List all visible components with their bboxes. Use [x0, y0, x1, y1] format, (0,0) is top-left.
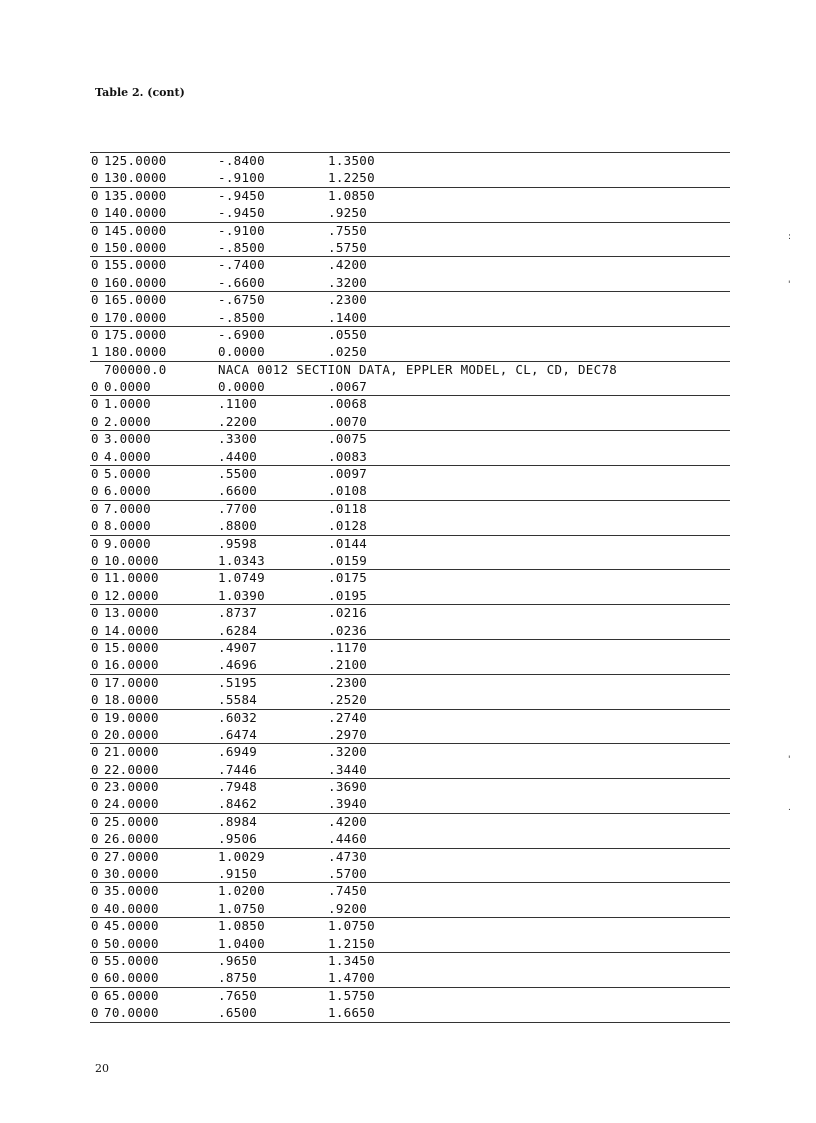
cl-cell: -.9450: [218, 187, 265, 203]
table-row: [90, 709, 730, 726]
table-row: [90, 935, 730, 952]
cd-cell: 1.3450: [328, 952, 375, 968]
cl-cell: .5195: [218, 674, 258, 690]
page-title: Table 2. (cont): [95, 86, 185, 99]
alpha-cell: 40.0000: [104, 900, 159, 916]
cd-cell: .4730: [328, 848, 368, 864]
cl-cell: 1.0390: [218, 587, 265, 603]
flag-cell: 0: [91, 796, 99, 812]
cd-cell: .3940: [328, 796, 368, 812]
table-row: [90, 1004, 730, 1021]
flag-cell: 0: [91, 726, 99, 742]
cl-cell: -.6600: [218, 274, 265, 290]
cd-cell: .7550: [328, 222, 368, 238]
cd-cell: .0068: [328, 396, 368, 412]
cd-cell: .0075: [328, 431, 368, 447]
cd-cell: .0216: [328, 605, 368, 621]
cl-cell: .4907: [218, 639, 258, 655]
flag-cell: 0: [91, 326, 99, 342]
cd-cell: 1.6650: [328, 1005, 375, 1021]
alpha-cell: 7.0000: [104, 500, 151, 516]
reynolds-number-cell: 700000.0: [104, 361, 167, 377]
flag-cell: 0: [91, 274, 99, 290]
flag-cell: 0: [91, 692, 99, 708]
cl-cell: .7700: [218, 500, 258, 516]
margin-mark: .: [788, 803, 791, 813]
margin-mark: ': [788, 755, 791, 765]
cl-cell: 0.0000: [218, 379, 265, 395]
table-row: [90, 326, 730, 343]
table-row: [90, 187, 730, 204]
alpha-cell: 20.0000: [104, 726, 159, 742]
alpha-cell: 6.0000: [104, 483, 151, 499]
alpha-cell: 12.0000: [104, 587, 159, 603]
flag-cell: 0: [91, 674, 99, 690]
alpha-cell: 165.0000: [104, 292, 167, 308]
flag-cell: 0: [91, 657, 99, 673]
flag-cell: 0: [91, 952, 99, 968]
table-row: [90, 987, 730, 1004]
alpha-cell: 170.0000: [104, 309, 167, 325]
table-row: [90, 795, 730, 812]
cl-cell: .1100: [218, 396, 258, 412]
cl-cell: -.9100: [218, 170, 265, 186]
table-row: [90, 152, 730, 169]
cl-cell: .2200: [218, 413, 258, 429]
cl-cell: .7650: [218, 987, 258, 1003]
alpha-cell: 150.0000: [104, 239, 167, 255]
table-row: [90, 413, 730, 430]
table-row: [90, 552, 730, 569]
flag-cell: 0: [91, 535, 99, 551]
flag-cell: 0: [91, 587, 99, 603]
flag-cell: 0: [91, 483, 99, 499]
cl-cell: -.8500: [218, 239, 265, 255]
cl-cell: 1.0029: [218, 848, 265, 864]
table-row: [90, 482, 730, 499]
alpha-cell: 55.0000: [104, 952, 159, 968]
alpha-cell: 8.0000: [104, 518, 151, 534]
table-row: [90, 535, 730, 552]
flag-cell: 0: [91, 987, 99, 1003]
alpha-cell: 2.0000: [104, 413, 151, 429]
table-row: [90, 204, 730, 221]
section-title: NACA 0012 SECTION DATA, EPPLER MODEL, CL, CD, DEC78: [218, 361, 618, 377]
flag-cell: 0: [91, 883, 99, 899]
margin-mark: ': [788, 280, 791, 290]
table-row: [90, 448, 730, 465]
cd-cell: .0175: [328, 570, 368, 586]
alpha-cell: 13.0000: [104, 605, 159, 621]
cl-cell: 1.0850: [218, 918, 265, 934]
cl-cell: 1.0400: [218, 935, 265, 951]
cd-cell: .2100: [328, 657, 368, 673]
alpha-cell: 30.0000: [104, 866, 159, 882]
table-row: [90, 830, 730, 847]
flag-cell: 0: [91, 935, 99, 951]
alpha-cell: 14.0000: [104, 622, 159, 638]
flag-cell: 0: [91, 761, 99, 777]
table-bottom-rule: [90, 1022, 730, 1023]
alpha-cell: 130.0000: [104, 170, 167, 186]
table-row: [90, 813, 730, 830]
cd-cell: .5750: [328, 239, 368, 255]
cd-cell: 1.2250: [328, 170, 375, 186]
table-row: [90, 291, 730, 308]
cd-cell: .0144: [328, 535, 368, 551]
cd-cell: .0236: [328, 622, 368, 638]
table-row: [90, 604, 730, 621]
alpha-cell: 25.0000: [104, 813, 159, 829]
cl-cell: -.6750: [218, 292, 265, 308]
alpha-cell: 22.0000: [104, 761, 159, 777]
table-row: [90, 622, 730, 639]
flag-cell: 0: [91, 848, 99, 864]
cl-cell: -.7400: [218, 257, 265, 273]
alpha-cell: 10.0000: [104, 552, 159, 568]
cl-cell: .6949: [218, 744, 258, 760]
cl-cell: .8737: [218, 605, 258, 621]
alpha-cell: 65.0000: [104, 987, 159, 1003]
cl-cell: 1.0749: [218, 570, 265, 586]
alpha-cell: 160.0000: [104, 274, 167, 290]
cl-cell: -.8500: [218, 309, 265, 325]
table-row: [90, 569, 730, 586]
flag-cell: 0: [91, 187, 99, 203]
table-row: [90, 882, 730, 899]
flag-cell: 0: [91, 309, 99, 325]
cd-cell: .0083: [328, 448, 368, 464]
flag-cell: 0: [91, 1005, 99, 1021]
cd-cell: .0250: [328, 344, 368, 360]
cd-cell: .3200: [328, 744, 368, 760]
table-row: [90, 239, 730, 256]
cl-cell: .6474: [218, 726, 258, 742]
cl-cell: .9650: [218, 952, 258, 968]
table-row: [90, 952, 730, 969]
flag-cell: 0: [91, 552, 99, 568]
flag-cell: 0: [91, 570, 99, 586]
cl-cell: -.8400: [218, 153, 265, 168]
alpha-cell: 50.0000: [104, 935, 159, 951]
flag-cell: 0: [91, 170, 99, 186]
flag-cell: 0: [91, 813, 99, 829]
cd-cell: .0108: [328, 483, 368, 499]
flag-cell: 0: [91, 222, 99, 238]
flag-cell: 0: [91, 396, 99, 412]
flag-cell: 0: [91, 900, 99, 916]
flag-cell: 0: [91, 205, 99, 221]
cd-cell: .4200: [328, 813, 368, 829]
margin-mark: :: [788, 232, 792, 242]
cl-cell: .5500: [218, 466, 258, 482]
table-row: [90, 848, 730, 865]
table-row: [90, 743, 730, 760]
flag-cell: 0: [91, 831, 99, 847]
flag-cell: 0: [91, 970, 99, 986]
alpha-cell: 11.0000: [104, 570, 159, 586]
flag-cell: 0: [91, 292, 99, 308]
table-row: [90, 517, 730, 534]
table-row: [90, 256, 730, 273]
page-number: 20: [95, 1062, 109, 1075]
cl-cell: .8462: [218, 796, 258, 812]
cl-cell: .6284: [218, 622, 258, 638]
alpha-cell: 4.0000: [104, 448, 151, 464]
cl-cell: 0.0000: [218, 344, 265, 360]
table-row: [90, 274, 730, 291]
alpha-cell: 60.0000: [104, 970, 159, 986]
cl-cell: .9598: [218, 535, 258, 551]
table-row: [90, 900, 730, 917]
alpha-cell: 175.0000: [104, 326, 167, 342]
cl-cell: .6500: [218, 1005, 258, 1021]
alpha-cell: 15.0000: [104, 639, 159, 655]
alpha-cell: 70.0000: [104, 1005, 159, 1021]
cd-cell: 1.4700: [328, 970, 375, 986]
alpha-cell: 24.0000: [104, 796, 159, 812]
cd-cell: .0550: [328, 326, 368, 342]
alpha-cell: 5.0000: [104, 466, 151, 482]
flag-cell: 0: [91, 605, 99, 621]
flag-cell: 0: [91, 500, 99, 516]
table-row: [90, 969, 730, 986]
table-row: [90, 778, 730, 795]
cl-cell: .4400: [218, 448, 258, 464]
cl-cell: -.6900: [218, 326, 265, 342]
alpha-cell: 45.0000: [104, 918, 159, 934]
alpha-cell: 17.0000: [104, 674, 159, 690]
cd-cell: .4200: [328, 257, 368, 273]
cd-cell: .1170: [328, 639, 368, 655]
cd-cell: .2300: [328, 674, 368, 690]
table-row: [90, 169, 730, 186]
alpha-cell: 23.0000: [104, 779, 159, 795]
flag-cell: 0: [91, 622, 99, 638]
flag-cell: 0: [91, 379, 99, 395]
cl-cell: .6032: [218, 709, 258, 725]
cd-cell: .0128: [328, 518, 368, 534]
alpha-cell: 1.0000: [104, 396, 151, 412]
table-row: [90, 865, 730, 882]
cd-cell: 1.5750: [328, 987, 375, 1003]
table-row: [90, 761, 730, 778]
cl-cell: .4696: [218, 657, 258, 673]
cl-cell: .8800: [218, 518, 258, 534]
cd-cell: 1.3500: [328, 153, 375, 168]
alpha-cell: 140.0000: [104, 205, 167, 221]
cl-cell: 1.0200: [218, 883, 265, 899]
cl-cell: 1.0343: [218, 552, 265, 568]
cd-cell: .2300: [328, 292, 368, 308]
table-row: [90, 343, 730, 360]
table-row: [90, 587, 730, 604]
table-row: [90, 656, 730, 673]
alpha-cell: 145.0000: [104, 222, 167, 238]
alpha-cell: 155.0000: [104, 257, 167, 273]
alpha-cell: 3.0000: [104, 431, 151, 447]
cd-cell: .1400: [328, 309, 368, 325]
cd-cell: 1.2150: [328, 935, 375, 951]
flag-cell: 0: [91, 431, 99, 447]
cl-cell: .9506: [218, 831, 258, 847]
flag-cell: 0: [91, 639, 99, 655]
cl-cell: .7948: [218, 779, 258, 795]
data-table: [90, 152, 730, 1023]
cd-cell: .5700: [328, 866, 368, 882]
cd-cell: .0070: [328, 413, 368, 429]
cd-cell: .9200: [328, 900, 368, 916]
alpha-cell: 0.0000: [104, 379, 151, 395]
cl-cell: .6600: [218, 483, 258, 499]
flag-cell: 0: [91, 779, 99, 795]
table-row: [90, 309, 730, 326]
cl-cell: -.9450: [218, 205, 265, 221]
table-row: [90, 674, 730, 691]
flag-cell: 0: [91, 518, 99, 534]
cl-cell: .9150: [218, 866, 258, 882]
table-row: [90, 691, 730, 708]
flag-cell: 1: [91, 344, 99, 360]
flag-cell: 0: [91, 866, 99, 882]
cd-cell: .3440: [328, 761, 368, 777]
cl-cell: .3300: [218, 431, 258, 447]
cd-cell: .3690: [328, 779, 368, 795]
cd-cell: .0159: [328, 552, 368, 568]
table-row: [90, 500, 730, 517]
cd-cell: .0118: [328, 500, 368, 516]
alpha-cell: 21.0000: [104, 744, 159, 760]
cl-cell: -.9100: [218, 222, 265, 238]
flag-cell: 0: [91, 744, 99, 760]
flag-cell: 0: [91, 413, 99, 429]
cl-cell: .8750: [218, 970, 258, 986]
cl-cell: 1.0750: [218, 900, 265, 916]
flag-cell: 0: [91, 466, 99, 482]
flag-cell: 0: [91, 239, 99, 255]
alpha-cell: 16.0000: [104, 657, 159, 673]
table-row: [90, 465, 730, 482]
table-row: [90, 726, 730, 743]
cd-cell: .4460: [328, 831, 368, 847]
section-header-row: [90, 361, 730, 378]
cd-cell: .2520: [328, 692, 368, 708]
cd-cell: .3200: [328, 274, 368, 290]
cd-cell: .9250: [328, 205, 368, 221]
flag-cell: 0: [91, 448, 99, 464]
alpha-cell: 18.0000: [104, 692, 159, 708]
cd-cell: .2740: [328, 709, 368, 725]
table-row: [90, 395, 730, 412]
alpha-cell: 35.0000: [104, 883, 159, 899]
flag-cell: 0: [91, 153, 99, 168]
alpha-cell: 19.0000: [104, 709, 159, 725]
flag-cell: 0: [91, 709, 99, 725]
cl-cell: .5584: [218, 692, 258, 708]
table-row: [90, 378, 730, 395]
flag-cell: 0: [91, 257, 99, 273]
cd-cell: .0195: [328, 587, 368, 603]
cd-cell: 1.0850: [328, 187, 375, 203]
cd-cell: .0067: [328, 379, 368, 395]
alpha-cell: 135.0000: [104, 187, 167, 203]
table-row: [90, 222, 730, 239]
cd-cell: .2970: [328, 726, 368, 742]
cd-cell: .7450: [328, 883, 368, 899]
cd-cell: .0097: [328, 466, 368, 482]
table-row: [90, 917, 730, 934]
flag-cell: 0: [91, 918, 99, 934]
cl-cell: .8984: [218, 813, 258, 829]
alpha-cell: 26.0000: [104, 831, 159, 847]
alpha-cell: 180.0000: [104, 344, 167, 360]
cl-cell: .7446: [218, 761, 258, 777]
alpha-cell: 9.0000: [104, 535, 151, 551]
table-row: [90, 639, 730, 656]
alpha-cell: 125.0000: [104, 153, 167, 168]
cd-cell: 1.0750: [328, 918, 375, 934]
alpha-cell: 27.0000: [104, 848, 159, 864]
table-row: [90, 430, 730, 447]
